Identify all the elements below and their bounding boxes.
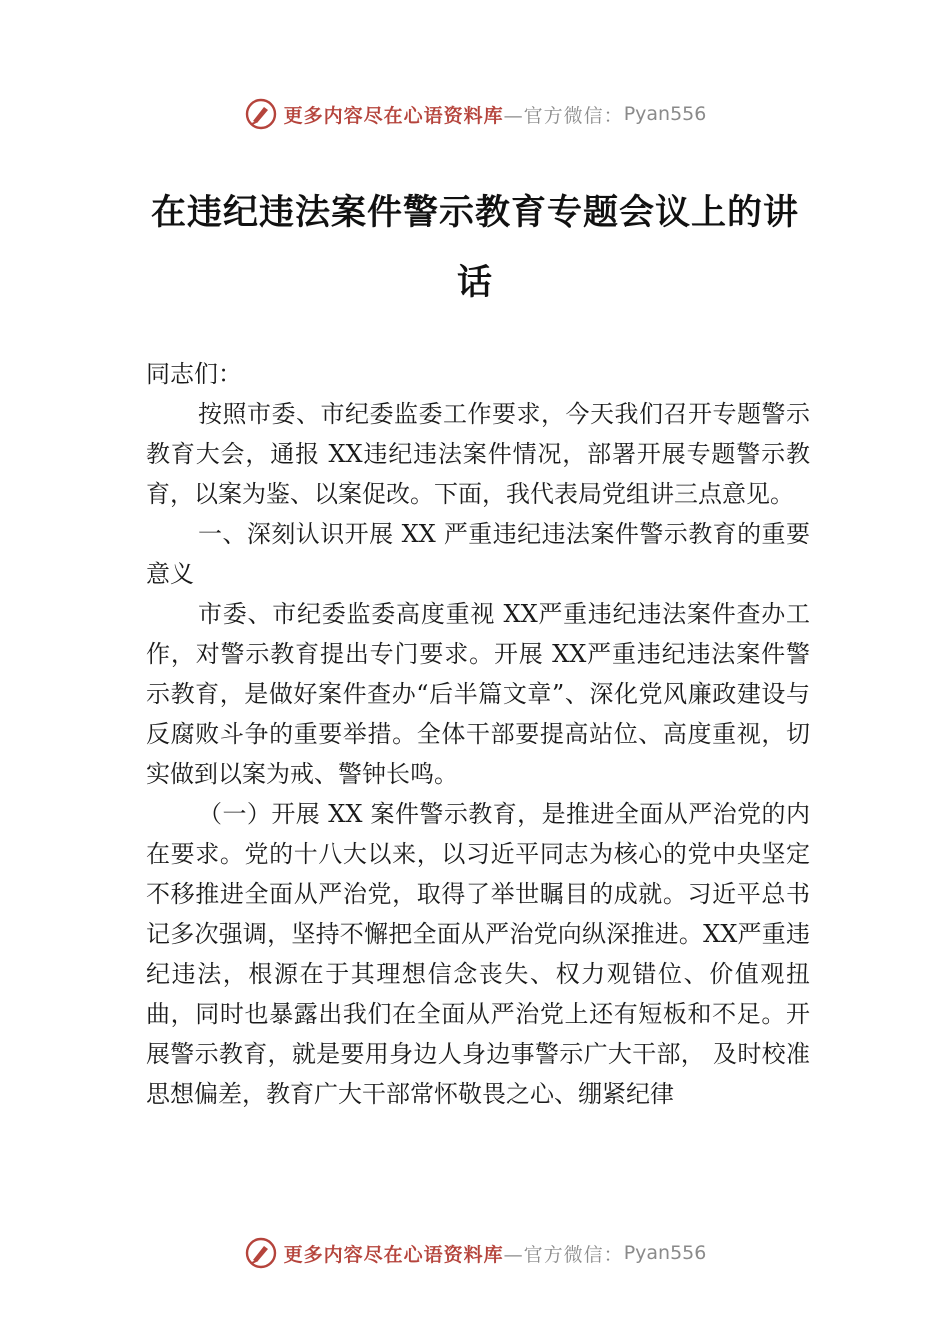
document-body — [146, 354, 810, 1114]
paragraph-subpoint-one: （一）开展 XX 案件警示教育，是推进全面从严治党的内在要求。党的十八大以来，以习近平同志为核心的党中央坚定不移推进全面从严治党，取得了举世瞩目的成就。习近平总书记多次强调，坚持不懈把全面从严治党向纵深推进。XX严重违纪违法，根源在于其理想信念丧失、权力观错位、价值观扭曲，同时也暴露出我们在全面从严治党上还有短板和不足。开展警示教育，就是要用身边人身边事警示广大干部， 及时校准思想偏差，教育广大干部常怀敬畏之心、绷紧纪律 — [146, 800, 810, 1108]
paragraph-intro: 按照市委、市纪委监委工作要求，今天我们召开专题警示教育大会，通报 XX违纪违法案件情况，部署开展专题警示教育，以案为鉴、以案促改。下面，我代表局党组讲三点意见。 — [146, 400, 810, 508]
document-title: 在违纪违法案件警示教育专题会议上的讲话 — [150, 192, 799, 303]
footer-banner — [0, 1233, 950, 1273]
banner-wechat-id: Pyan556 — [623, 103, 707, 125]
section-heading: 一、深刻认识开展 XX 严重违纪违法案件警示教育的重要意义 — [146, 520, 810, 588]
salutation: 同志们： — [146, 360, 242, 388]
header-banner — [0, 94, 950, 134]
banner-wechat-label: —官方微信： — [503, 1243, 624, 1266]
banner-library-text: 更多内容尽在心语资料库 — [283, 1243, 504, 1266]
banner-wechat-id: Pyan556 — [623, 1242, 707, 1264]
paragraph-importance: 市委、市纪委监委高度重视 XX严重违纪违法案件查办工作，对警示教育提出专门要求。开展 XX严重违纪违法案件警示教育，是做好案件查办“后半篇文章”、深化党风廉政建设与反腐败斗争的重要举措。全体干部要提高站位、高度重视，切实做到以案为戒、警钟长鸣。 — [146, 600, 810, 788]
xinyu-logo-icon — [244, 97, 278, 131]
banner-library-text: 更多内容尽在心语资料库 — [283, 104, 504, 127]
xinyu-logo-icon — [244, 1236, 278, 1270]
banner-wechat-label: —官方微信： — [503, 104, 624, 127]
